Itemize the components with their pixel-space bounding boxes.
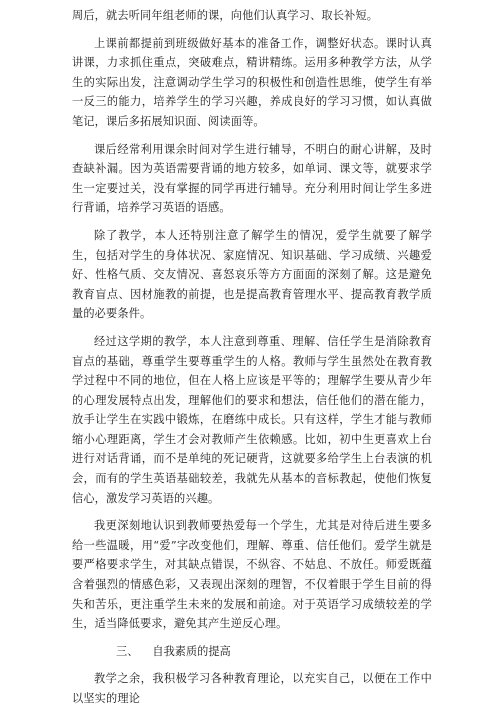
document-body: [72, 6, 432, 717]
paragraph: 除了教学，本人还特别注意了解学生的情况，爱学生就要了解学生，包括对学生的身体状况、家庭情况、知识基础、学习成绩、兴趣爱好、性格气质、交友情况、喜怒哀乐等方方面面的深刻了解。这是避免教育盲点、因材施教的前提，也是提高教育管理水平、提高教育教学质量的必要条件。: [72, 228, 432, 321]
paragraph: 课后经常利用课余时间对学生进行辅导，不明白的耐心讲解，及时查缺补漏。因为英语需要背诵的地方较多，如单词、课文等，就要求学生一定要过关，没有掌握的同学再进行辅导。充分利用时间让学生多进行背诵，培养学习英语的语感。: [72, 142, 432, 215]
paragraph: 周后，就去听同年组老师的课，向他们认真学习、取长补短。: [72, 9, 379, 22]
paragraph: 上课前都提前到班级做好基本的准备工作，调整好状态。课时认真讲课，力求抓住重点，突破难点，精讲精练。运用多种教学方法，从学生的实际出发，注意调动学生学习的积极性和创造性思维，使学生有举一反三的能力，培养学生的学习兴趣，养成良好的学习习惯，如认真做笔记，课后多拓展知识面、阅读面等。: [72, 36, 432, 128]
section-number: 三、: [116, 644, 139, 658]
paragraph: 我更深刻地认识到教师要热爱每一个学生，尤其是对待后进生要多给一些温暖，用“爱”字改变他们，理解、尊重、信任他们。爱学生就是要严格要求学生，对其缺点错误，不纵容、不姑息、不放任。师爱既蕴含着强烈的情感色彩，又表现出深刻的理智，不仅着眼于学生目前的得失和苦乐，更注重学生未来的发展和前途。对于英语学习成绩较差的学生，适当降低要求，避免其产生逆反心理。: [72, 519, 432, 631]
paragraph: 教学之余，我积极学习各种教育理论，以充实自己，以便在工作中以坚实的理论: [72, 672, 432, 705]
section-heading: [72, 642, 432, 662]
section-title: 自我素质的提高: [152, 644, 231, 658]
paragraph: 经过这学期的教学，本人注意到尊重、理解、信任学生是消除教育盲点的基础，尊重学生要尊重学生的人格。教师与学生虽然处在教育教学过程中不同的地位，但在人格上应该是平等的；理解学生要从青少年的心理发展特点出发，理解他们的要求和想法，信任他们的潜在能力，放手让学生在实践中锻炼，在磨练中成长。只有这样，学生才能与教师缩小心理距离，学生才会对教师产生依赖感。比如，初中生更喜欢上台进行对话背诵，而不是单纯的死记硬背，这就要多给学生上台表演的机会，而有的学生英语基础较差，我就先从基本的音标教起，使他们恢复信心，激发学习英语的兴趣。: [72, 334, 432, 505]
